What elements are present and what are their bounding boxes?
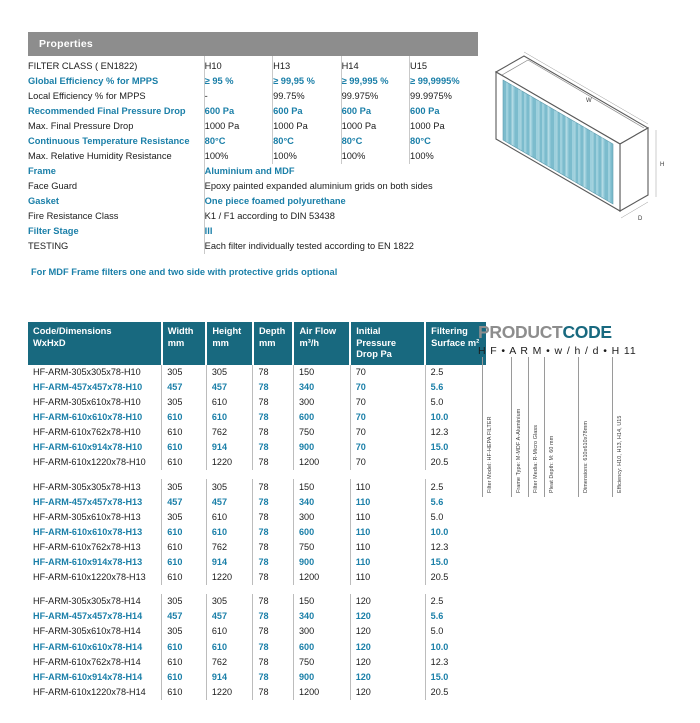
column-header-line2: mm (258, 337, 276, 348)
table-row (28, 495, 486, 510)
dimensions-cell: 12.3 (430, 541, 449, 552)
dimensions-cell: 300 (293, 510, 350, 525)
dimensions-cell: 610 (162, 410, 207, 425)
dimensions-cell: 120 (350, 624, 425, 639)
dimensions-cell: 610 (162, 655, 207, 670)
properties-row (28, 209, 478, 224)
product-code-cell: HF-ARM-610x1220x78-H10 (28, 455, 162, 470)
dimensions-cell: 78 (253, 395, 294, 410)
column-header-line2: mm (167, 337, 185, 348)
dimensions-cell: 610 (206, 410, 253, 425)
table-row (28, 570, 486, 585)
dimensions-cell: 110 (350, 510, 425, 525)
dimensions-cell: 120 (350, 639, 425, 654)
properties-block (28, 32, 478, 277)
property-label: Recommended Final Pressure Drop (28, 105, 186, 116)
dimensions-cell: 1200 (293, 685, 350, 700)
column-header-line1: Depth (258, 326, 286, 336)
product-code-cell: HF-ARM-305x610x78-H14 (28, 624, 162, 639)
column-header-line2: Surface m² (431, 337, 480, 348)
properties-row (28, 74, 478, 89)
column-header-line1: Air Flow (299, 326, 337, 336)
dimensions-cell: 305 (162, 594, 207, 609)
dimensions-cell: 120 (350, 609, 425, 624)
dimensions-cell: 610 (206, 395, 253, 410)
dimensions-cell: 610 (162, 425, 207, 440)
table-row (28, 609, 486, 624)
property-label: FILTER CLASS ( EN1822) (28, 61, 138, 71)
dimensions-cell: 600 (293, 410, 350, 425)
dimensions-cell: 914 (206, 670, 253, 685)
dimensions-cell: 70 (350, 440, 425, 455)
dimensions-cell: 2.5 (430, 366, 444, 377)
table-row (28, 525, 486, 540)
dimensions-cell: 914 (206, 440, 253, 455)
table-row (28, 380, 486, 395)
dimensions-cell: 5.6 (430, 382, 444, 393)
product-code-cell: HF-ARM-457x457x78-H10 (28, 380, 162, 395)
dimensions-cell: 78 (253, 380, 294, 395)
column-header-line1: Height (212, 326, 242, 336)
product-code-cell: HF-ARM-610x1220x78-H14 (28, 685, 162, 700)
dimensions-cell: 150 (293, 365, 350, 380)
filter-3d-drawing (488, 30, 696, 235)
legend-leader-line (578, 357, 579, 375)
property-value-span: III (204, 224, 478, 239)
table-row (28, 410, 486, 425)
properties-table (28, 56, 478, 254)
dimensions-cell: 2.5 (430, 596, 444, 607)
dimensions-cell: 10.0 (430, 412, 449, 423)
table-row (28, 440, 486, 455)
column-header-line1: Initial Pressure (356, 326, 396, 348)
dimensions-cell: 12.3 (430, 427, 449, 438)
dimensions-cell: 10.0 (430, 641, 449, 652)
property-value: 100% (204, 149, 272, 164)
product-code-cell: HF-ARM-610x610x78-H13 (28, 525, 162, 540)
product-code-legend (478, 375, 694, 500)
properties-row (28, 194, 478, 209)
column-header-line2: WxHxD (33, 337, 66, 348)
dimensions-cell: 70 (350, 365, 425, 380)
legend-item-label: Dimensions: 610x610x78mm (582, 420, 589, 493)
dimensions-cell: 110 (350, 479, 425, 494)
dimensions-cell: 5.6 (430, 611, 444, 622)
dimensions-column-header (206, 322, 253, 365)
product-code-cell: HF-ARM-305x610x78-H13 (28, 510, 162, 525)
dimensions-cell: 750 (293, 540, 350, 555)
dimensions-cell: 305 (206, 479, 253, 494)
legend-item (612, 375, 623, 497)
legend-item-label: Frame Type: M-MDF A-Aluminium (515, 408, 522, 493)
dimensions-cell: 10.0 (430, 526, 449, 537)
property-label: Global Efficiency % for MPPS (28, 75, 159, 86)
dimensions-cell: 78 (253, 440, 294, 455)
table-row (28, 685, 486, 700)
property-value: U15 (410, 56, 478, 74)
product-code-title (478, 324, 694, 342)
dimensions-cell: 610 (162, 570, 207, 585)
legend-leader-line (528, 357, 529, 375)
property-value: 1000 Pa (410, 119, 478, 134)
dimensions-cell: 762 (206, 425, 253, 440)
product-code-cell: HF-ARM-610x610x78-H10 (28, 410, 162, 425)
product-code-cell: HF-ARM-610x1220x78-H13 (28, 570, 162, 585)
property-value: 99.75% (273, 89, 341, 104)
property-value: 100% (273, 149, 341, 164)
properties-row (28, 89, 478, 104)
property-value: 600 Pa (341, 104, 409, 119)
dimensions-cell: 78 (253, 685, 294, 700)
dimensions-group-separator (28, 585, 486, 594)
table-row (28, 655, 486, 670)
dimensions-cell: 110 (350, 555, 425, 570)
legend-item-label: Filter Model: HF-HEPA FILTER (486, 415, 493, 493)
dimensions-cell: 610 (162, 685, 207, 700)
product-code-cell: HF-ARM-610x762x78-H14 (28, 655, 162, 670)
property-value: ≥ 95 % (204, 74, 272, 89)
dimensions-cell: 457 (206, 609, 253, 624)
legend-item-label: Efficiency: H10, H13, H14, U15 (616, 414, 623, 493)
dimensions-cell: 78 (253, 365, 294, 380)
property-label: Filter Stage (28, 225, 79, 236)
product-code-leader-lines (478, 357, 694, 375)
dimensions-cell: 5.6 (430, 496, 444, 507)
dimensions-cell: 20.5 (430, 572, 449, 583)
property-label: Face Guard (28, 180, 78, 191)
property-label: Fire Resistance Class (28, 210, 119, 221)
property-value-span: K1 / F1 according to DIN 53438 (204, 209, 478, 224)
product-code-cell: HF-ARM-610x914x78-H10 (28, 440, 162, 455)
product-code-panel (478, 324, 694, 654)
properties-header: Properties (28, 32, 478, 56)
product-code-cell: HF-ARM-457x457x78-H13 (28, 495, 162, 510)
table-row (28, 555, 486, 570)
property-value: 99.975% (341, 89, 409, 104)
dimensions-cell: 78 (253, 655, 294, 670)
dimensions-cell: 610 (162, 455, 207, 470)
dimensions-cell: 900 (293, 555, 350, 570)
properties-row (28, 149, 478, 164)
property-value: H14 (341, 56, 409, 74)
product-code-cell: HF-ARM-610x914x78-H13 (28, 555, 162, 570)
property-value: 80°C (410, 134, 478, 149)
dimensions-cell: 78 (253, 479, 294, 494)
dimensions-cell: 2.5 (430, 481, 444, 492)
dimensions-column-header (162, 322, 207, 365)
dimensions-cell: 305 (162, 395, 207, 410)
dimensions-cell: 78 (253, 510, 294, 525)
properties-row (28, 104, 478, 119)
property-value-span: One piece foamed polyurethane (204, 194, 478, 209)
property-value-span: Epoxy painted expanded aluminium grids on both sides (204, 179, 478, 194)
product-code-cell: HF-ARM-610x610x78-H14 (28, 639, 162, 654)
product-code-cell: HF-ARM-305x305x78-H10 (28, 365, 162, 380)
property-value: 100% (410, 149, 478, 164)
dimensions-block (28, 322, 486, 700)
dimensions-column-header (28, 322, 162, 365)
dimensions-cell: 1200 (293, 570, 350, 585)
dimensions-cell: 5.0 (430, 397, 444, 408)
product-code-cell: HF-ARM-610x762x78-H10 (28, 425, 162, 440)
legend-item (482, 375, 493, 497)
property-value-span: Aluminium and MDF (204, 164, 478, 179)
dimensions-cell: 1220 (206, 570, 253, 585)
property-value: 80°C (341, 134, 409, 149)
legend-item (511, 375, 522, 497)
table-row (28, 639, 486, 654)
dimensions-cell: 900 (293, 670, 350, 685)
product-code-cell: HF-ARM-305x305x78-H14 (28, 594, 162, 609)
property-value: 1000 Pa (273, 119, 341, 134)
column-header-line2: mm (212, 337, 229, 348)
dimensions-cell: 914 (206, 555, 253, 570)
dimensions-group-separator (28, 470, 486, 479)
dimensions-cell: 750 (293, 655, 350, 670)
dimensions-cell: 305 (162, 479, 207, 494)
dimensions-cell: 78 (253, 525, 294, 540)
dimensions-cell: 340 (293, 495, 350, 510)
dimensions-cell: 78 (253, 495, 294, 510)
product-code-cell: HF-ARM-305x305x78-H13 (28, 479, 162, 494)
property-label: TESTING (28, 240, 69, 251)
label-width: W (586, 98, 592, 104)
label-depth: D (638, 216, 643, 222)
dimensions-cell: 610 (162, 670, 207, 685)
dimensions-cell: 762 (206, 655, 253, 670)
property-label: Gasket (28, 195, 60, 206)
column-header-line1: Filtering (431, 326, 468, 336)
properties-row (28, 239, 478, 254)
dimensions-cell: 762 (206, 540, 253, 555)
dimensions-cell: 110 (350, 570, 425, 585)
dimensions-cell: 600 (293, 525, 350, 540)
properties-row (28, 179, 478, 194)
property-value: ≥ 99,995 % (341, 74, 409, 89)
dimensions-cell: 78 (253, 594, 294, 609)
table-row (28, 365, 486, 380)
dimensions-cell: 15.0 (430, 557, 449, 568)
dimensions-cell: 78 (253, 540, 294, 555)
dimensions-cell: 110 (350, 525, 425, 540)
dimensions-cell: 120 (350, 685, 425, 700)
legend-leader-line (511, 357, 512, 375)
dimensions-cell: 457 (162, 495, 207, 510)
dimensions-cell: 610 (206, 525, 253, 540)
label-height: H (660, 162, 665, 168)
legend-item-label: Pleat Depth: M: 60 mm (548, 435, 555, 493)
property-value: 80°C (204, 134, 272, 149)
dimensions-cell: 15.0 (430, 671, 449, 682)
dimensions-cell: 70 (350, 395, 425, 410)
dimensions-cell: 78 (253, 425, 294, 440)
properties-row (28, 134, 478, 149)
dimensions-cell: 900 (293, 440, 350, 455)
dimensions-column-header (293, 322, 350, 365)
property-value: H10 (204, 56, 272, 74)
dimensions-cell: 78 (253, 455, 294, 470)
property-value: H13 (273, 56, 341, 74)
table-row (28, 479, 486, 494)
dimensions-cell: 610 (162, 440, 207, 455)
property-value: 1000 Pa (341, 119, 409, 134)
product-code-cell: HF-ARM-610x914x78-H14 (28, 670, 162, 685)
property-value: ≥ 99,9995% (410, 74, 478, 89)
dimensions-cell: 457 (206, 380, 253, 395)
dimensions-cell: 1220 (206, 455, 253, 470)
dimensions-cell: 78 (253, 410, 294, 425)
dimensions-cell: 120 (350, 655, 425, 670)
table-row (28, 455, 486, 470)
column-header-line1: Width (167, 326, 194, 336)
product-code-title-part2: CODE (562, 322, 612, 342)
dimensions-cell: 78 (253, 639, 294, 654)
property-value: ≥ 99,95 % (273, 74, 341, 89)
legend-leader-line (544, 357, 545, 375)
dimensions-cell: 120 (350, 670, 425, 685)
dimensions-cell: 5.0 (430, 511, 444, 522)
dimensions-cell: 610 (206, 624, 253, 639)
dimensions-cell: 20.5 (430, 457, 449, 468)
properties-row (28, 56, 478, 74)
property-value: - (204, 89, 272, 104)
property-value: 600 Pa (273, 104, 341, 119)
dimensions-cell: 457 (206, 495, 253, 510)
dimensions-cell: 340 (293, 609, 350, 624)
legend-item (578, 375, 589, 497)
dimensions-cell: 78 (253, 609, 294, 624)
dimensions-cell: 70 (350, 410, 425, 425)
legend-item-label: Filter Media: R-Micro Glass (532, 424, 539, 493)
table-row (28, 425, 486, 440)
dimensions-cell: 20.5 (430, 686, 449, 697)
properties-note: For MDF Frame filters one and two side with protective grids optional (31, 266, 338, 277)
legend-leader-line (482, 357, 483, 375)
product-code-cell: HF-ARM-457x457x78-H14 (28, 609, 162, 624)
dimensions-cell: 305 (206, 365, 253, 380)
dimensions-cell: 457 (162, 609, 207, 624)
property-value: 80°C (273, 134, 341, 149)
legend-leader-line (612, 357, 613, 375)
table-row (28, 594, 486, 609)
dimensions-cell: 78 (253, 570, 294, 585)
dimensions-table (28, 322, 486, 700)
dimensions-cell: 15.0 (430, 442, 449, 453)
dimensions-cell: 457 (162, 380, 207, 395)
dimensions-cell: 610 (162, 555, 207, 570)
dimensions-cell: 5.0 (430, 626, 444, 637)
filter-illustration (488, 30, 696, 235)
dimensions-cell: 305 (162, 365, 207, 380)
dimensions-cell: 70 (350, 455, 425, 470)
dimensions-cell: 78 (253, 670, 294, 685)
dimensions-cell: 78 (253, 555, 294, 570)
dimensions-cell: 750 (293, 425, 350, 440)
product-code-cell: HF-ARM-305x610x78-H10 (28, 395, 162, 410)
properties-row (28, 119, 478, 134)
dimensions-column-header (350, 322, 425, 365)
property-label: Max. Final Pressure Drop (28, 120, 134, 131)
dimensions-cell: 70 (350, 425, 425, 440)
property-value: 600 Pa (204, 104, 272, 119)
dimensions-cell: 610 (162, 525, 207, 540)
product-code-title-part1: PRODUCT (478, 322, 563, 342)
dimensions-cell: 600 (293, 639, 350, 654)
table-row (28, 624, 486, 639)
dimensions-cell: 110 (350, 495, 425, 510)
dimensions-cell: 300 (293, 624, 350, 639)
dimensions-cell: 610 (162, 639, 207, 654)
property-label: Max. Relative Humidity Resistance (28, 150, 172, 161)
dimensions-cell: 300 (293, 395, 350, 410)
dimensions-cell: 1220 (206, 685, 253, 700)
column-header-line2: m³/h (299, 337, 320, 348)
dimensions-cell: 610 (206, 510, 253, 525)
dimensions-cell: 1200 (293, 455, 350, 470)
dimensions-column-header (425, 322, 486, 365)
property-value-span: Each filter individually tested according to EN 1822 (204, 239, 478, 254)
property-label: Frame (28, 165, 56, 176)
table-row (28, 395, 486, 410)
dimensions-cell: 70 (350, 380, 425, 395)
dimensions-column-header (253, 322, 294, 365)
properties-row (28, 224, 478, 239)
property-value: 99.9975% (410, 89, 478, 104)
property-label: Local Efficiency % for MPPS (28, 90, 146, 101)
column-header-line1: Code/Dimensions (33, 326, 112, 336)
dimensions-cell: 305 (206, 594, 253, 609)
dimensions-cell: 610 (162, 540, 207, 555)
table-row (28, 670, 486, 685)
dimensions-cell: 150 (293, 479, 350, 494)
property-value: 600 Pa (410, 104, 478, 119)
properties-row (28, 164, 478, 179)
dimensions-cell: 340 (293, 380, 350, 395)
dimensions-cell: 120 (350, 594, 425, 609)
property-value: 100% (341, 149, 409, 164)
legend-item (544, 375, 555, 497)
dimensions-cell: 78 (253, 624, 294, 639)
dimensions-cell: 12.3 (430, 656, 449, 667)
product-code-string: H F • A R M • w / h / d • H 11 (478, 344, 637, 357)
column-header-line2: Drop Pa (356, 349, 392, 360)
dimensions-cell: 110 (350, 540, 425, 555)
legend-item (528, 375, 539, 497)
table-row (28, 540, 486, 555)
dimensions-cell: 610 (206, 639, 253, 654)
property-value: 1000 Pa (204, 119, 272, 134)
dimensions-cell: 305 (162, 624, 207, 639)
dimensions-cell: 305 (162, 510, 207, 525)
dimensions-table-header-row (28, 322, 486, 365)
table-row (28, 510, 486, 525)
product-code-cell: HF-ARM-610x762x78-H13 (28, 540, 162, 555)
property-label: Continuous Temperature Resistance (28, 135, 190, 146)
dimensions-cell: 150 (293, 594, 350, 609)
